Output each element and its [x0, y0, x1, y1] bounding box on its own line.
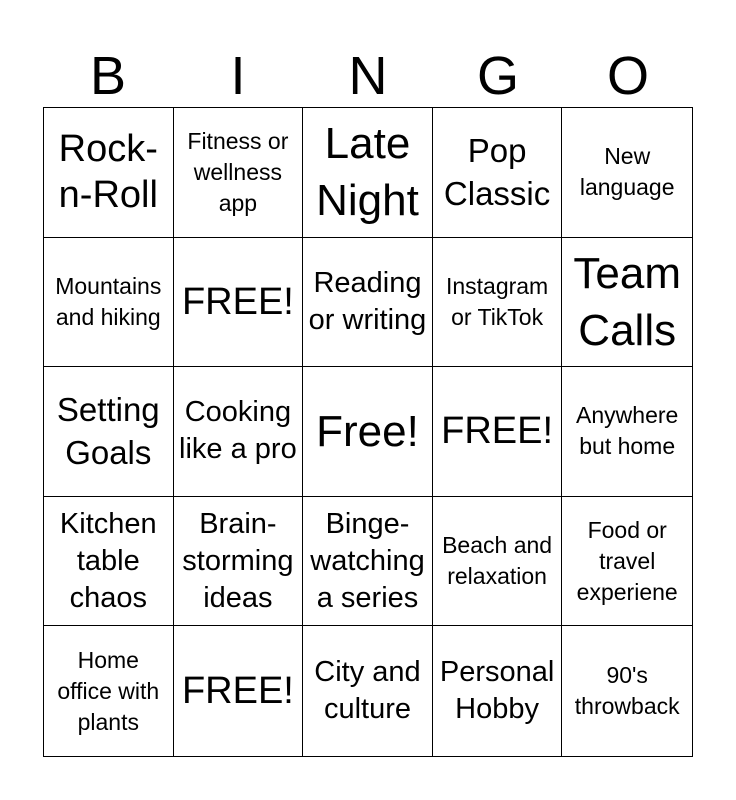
cell-text: Beach and relaxation [442, 532, 553, 590]
bingo-cell[interactable] [303, 238, 433, 368]
cell-text: Rock-n-Roll [58, 128, 158, 217]
bingo-cell[interactable] [562, 497, 692, 627]
cell-text: Brain-storming ideas [182, 507, 294, 614]
cell-text: Pop Classic [443, 132, 551, 213]
cell-text: Home office with plants [57, 646, 160, 735]
cell-text: New language [579, 143, 675, 201]
bingo-cell[interactable] [44, 497, 174, 627]
bingo-cell[interactable] [433, 238, 563, 368]
cell-text: Anywhere but home [576, 402, 679, 460]
cell-text: FREE! [441, 410, 554, 453]
bingo-cell[interactable] [433, 497, 563, 627]
bingo-header [43, 44, 693, 108]
bingo-cell[interactable] [303, 626, 433, 756]
bingo-cell[interactable] [44, 367, 174, 497]
cell-text: Fitness or wellness app [187, 127, 289, 216]
bingo-cell[interactable] [174, 497, 304, 627]
cell-text: 90's throwback [574, 662, 680, 720]
header-letter-o: O [606, 46, 649, 106]
bingo-cell[interactable] [174, 626, 304, 756]
cell-text: City and culture [314, 656, 421, 726]
cell-text: Kitchen table chaos [59, 507, 157, 614]
cell-text: Setting Goals [56, 391, 160, 472]
cell-text: Cooking like a pro [179, 396, 297, 466]
bingo-cell[interactable] [44, 626, 174, 756]
bingo-cell[interactable] [433, 108, 563, 238]
cell-text: Instagram or TikTok [445, 272, 549, 330]
cell-text: Free! [316, 406, 419, 456]
bingo-cell[interactable] [562, 367, 692, 497]
header-letter-n: N [348, 46, 388, 106]
bingo-cell[interactable] [562, 238, 692, 368]
cell-text: Personal Hobby [439, 656, 555, 726]
header-letter-b: B [89, 46, 127, 106]
cell-text: Late Night [316, 119, 419, 226]
bingo-cell[interactable] [562, 108, 692, 238]
bingo-cell[interactable] [303, 497, 433, 627]
bingo-cell[interactable] [433, 626, 563, 756]
cell-text: Food or travel experiene [576, 516, 678, 605]
bingo-cell[interactable] [303, 367, 433, 497]
bingo-cell[interactable] [174, 367, 304, 497]
bingo-cell[interactable] [303, 108, 433, 238]
cell-text: Reading or writing [308, 266, 427, 336]
header-letter-g: G [476, 46, 519, 106]
bingo-cell[interactable] [174, 238, 304, 368]
cell-text: FREE! [181, 280, 294, 323]
cell-text: Team Calls [573, 248, 681, 355]
bingo-cell[interactable] [174, 108, 304, 238]
bingo-card [43, 107, 693, 757]
bingo-cell[interactable] [44, 108, 174, 238]
cell-text: Binge-watching a series [310, 507, 425, 614]
bingo-cell[interactable] [44, 238, 174, 368]
bingo-cell[interactable] [562, 626, 692, 756]
bingo-cell[interactable] [433, 367, 563, 497]
header-letter-i: I [230, 46, 246, 106]
cell-text: FREE! [181, 670, 294, 713]
cell-text: Mountains and hiking [55, 272, 162, 330]
